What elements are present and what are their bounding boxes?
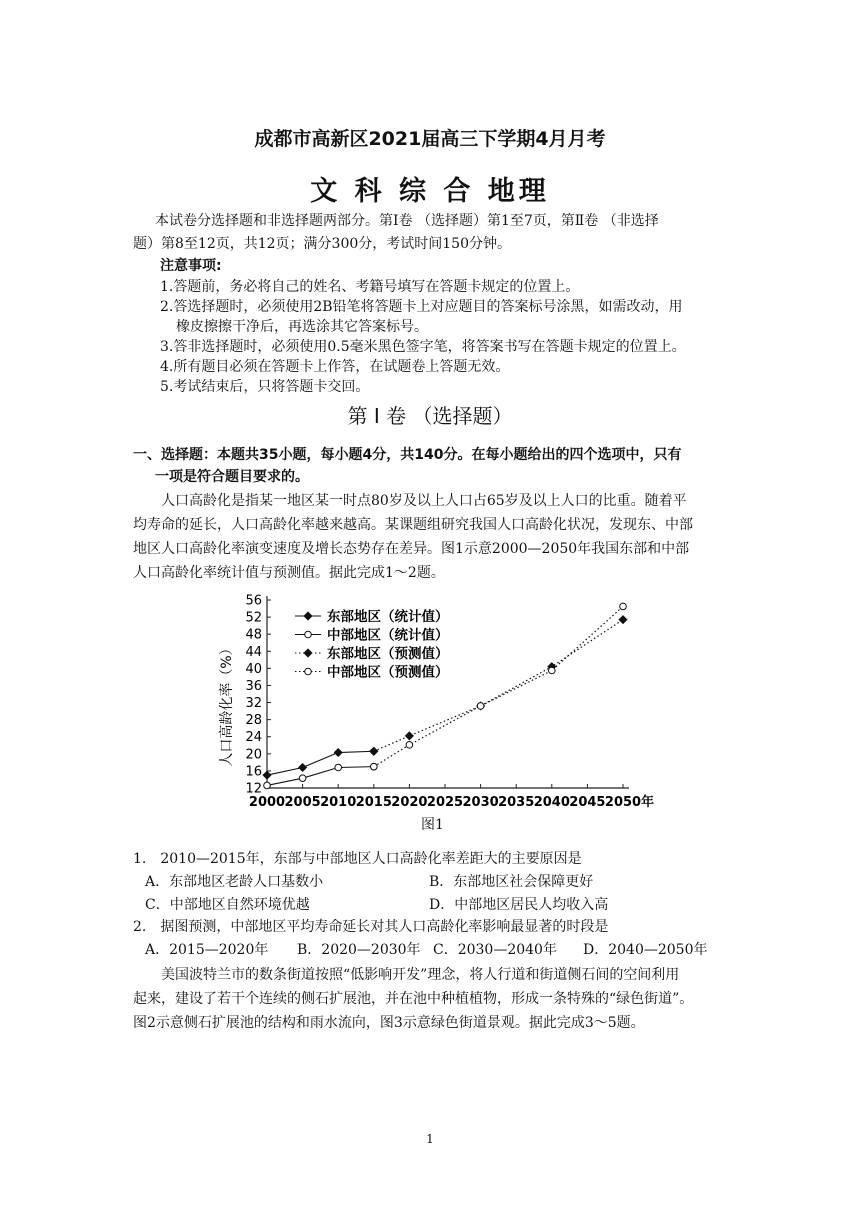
y-tick-label: 28 bbox=[245, 713, 262, 729]
data-point bbox=[477, 703, 484, 710]
section-instruction-2: 一项是符合题目要求的。 bbox=[155, 469, 309, 485]
x-tick-label: 2020 bbox=[391, 795, 428, 810]
legend-label: 东部地区（统计值） bbox=[327, 609, 449, 625]
data-point bbox=[405, 732, 413, 740]
data-point bbox=[406, 742, 413, 749]
passage1-line: 人口高龄化是指某一地区某一时点80岁及以上人口占65岁及以上人口的比重。随着平 bbox=[161, 493, 687, 509]
q2-option-b: B．2020—2030年 bbox=[297, 942, 421, 958]
x-tick-label: 2045 bbox=[569, 795, 606, 810]
x-unit-label: 年 bbox=[641, 795, 655, 810]
series-line bbox=[267, 767, 374, 786]
section-instruction-1: 一、选择题：本题共35小题，每小题4分，共140分。在每小题给出的四个选项中，只有 bbox=[133, 447, 682, 463]
passage2-line: 图2示意侧石扩展池的结构和雨水流向，图3示意绿色街道景观。据此完成3～5题。 bbox=[133, 1015, 645, 1031]
q2-stem: 2. 据图预测，中部地区平均寿命延长对其人口高龄化率影响最显著的时段是 bbox=[133, 919, 609, 935]
note-item: 1.答题前，务必将自己的姓名、考籍号填写在答题卡规定的位置上。 bbox=[160, 279, 580, 295]
passage1-line: 人口高龄化率统计值与预测值。据此完成1～2题。 bbox=[133, 565, 445, 581]
x-tick-label: 2040 bbox=[533, 795, 570, 810]
q2-option-c: C．2030—2040年 bbox=[433, 942, 557, 958]
data-point bbox=[619, 616, 627, 624]
q2-option-d: D．2040—2050年 bbox=[583, 942, 708, 958]
q1-option-a: A．东部地区老龄人口基数小 bbox=[145, 874, 324, 890]
legend-label: 中部地区（统计值） bbox=[327, 627, 449, 644]
y-tick-label: 20 bbox=[245, 747, 262, 763]
data-point bbox=[371, 763, 378, 770]
y-tick-label: 24 bbox=[245, 730, 262, 746]
y-tick-label: 32 bbox=[245, 696, 262, 712]
data-point bbox=[304, 649, 312, 657]
y-tick-label: 48 bbox=[245, 627, 262, 643]
figure-caption: 图1 bbox=[421, 817, 444, 833]
q1-option-b: B．东部地区社会保障更好 bbox=[429, 874, 594, 890]
y-axis-label: 人口高龄化率（%） bbox=[219, 641, 235, 767]
y-tick-label: 12 bbox=[245, 781, 262, 797]
data-point bbox=[370, 747, 378, 755]
x-tick-label: 2030 bbox=[462, 795, 499, 810]
aging-rate-chart bbox=[215, 588, 655, 814]
passage2-line: 起来，建设了若干个连续的侧石扩展池，并在池中种植植物，形成一条特殊的“绿色街道”。 bbox=[133, 991, 694, 1007]
y-tick-label: 40 bbox=[245, 661, 262, 677]
passage1-line: 地区人口高龄化率演变速度及增长态势存在差异。图1示意2000—2050年我国东部和中部 bbox=[133, 541, 690, 557]
note-item: 2.答选择题时，必须使用2B铅笔将答题卡上对应题目的答案标号涂黑，如需改动，用 bbox=[160, 299, 683, 315]
page-number: 1 bbox=[426, 1132, 434, 1146]
data-point bbox=[620, 603, 627, 610]
data-point bbox=[305, 668, 312, 675]
y-tick-label: 36 bbox=[245, 678, 262, 694]
x-tick-label: 2035 bbox=[498, 795, 535, 810]
data-point bbox=[264, 782, 271, 789]
data-point bbox=[304, 612, 312, 620]
series-line bbox=[267, 751, 374, 775]
note-item: 5.考试结束后，只将答题卡交回。 bbox=[160, 379, 370, 395]
volume-title: 第 Ⅰ 卷 （选择题） bbox=[347, 404, 513, 428]
data-point bbox=[334, 749, 342, 757]
data-point bbox=[335, 764, 342, 771]
note-item: 3.答非选择题时，必须使用0.5毫米黑色签字笔，将答案书写在答题卡规定的位置上。 bbox=[160, 339, 686, 355]
y-tick-label: 52 bbox=[245, 610, 262, 626]
passage2-line: 美国波特兰市的数条街道按照“低影响开发”理念，将人行道和街道侧石间的空间利用 bbox=[161, 967, 680, 983]
x-tick-label: 2005 bbox=[284, 795, 321, 810]
y-tick-label: 44 bbox=[245, 644, 262, 660]
x-tick-label: 2050 bbox=[604, 795, 642, 810]
y-tick-label: 16 bbox=[245, 764, 262, 780]
x-tick-label: 2000 bbox=[248, 795, 286, 810]
passage1-line: 均寿命的延长，人口高龄化率越来越高。某课题组研究我国人口高龄化状况，发现东、中部 bbox=[133, 517, 693, 533]
data-point bbox=[263, 771, 271, 779]
legend-label: 中部地区（预测值） bbox=[327, 664, 449, 681]
note-item: 4.所有题目必须在答题卡上作答，在试题卷上答题无效。 bbox=[160, 359, 510, 375]
exam-header-title: 成都市高新区2021届高三下学期4月月考 bbox=[254, 128, 606, 150]
notes-heading: 注意事项: bbox=[160, 258, 222, 274]
exam-subject-title: 文 科 综 合 地理 bbox=[310, 176, 550, 207]
x-tick-label: 2025 bbox=[426, 795, 464, 810]
x-tick-label: 2010 bbox=[320, 795, 357, 810]
note-item: 橡皮擦擦干净后，再选涂其它答案标号。 bbox=[176, 319, 428, 335]
q1-stem: 1. 2010—2015年，东部与中部地区人口高龄化率差距大的主要原因是 bbox=[133, 851, 582, 867]
legend-label: 东部地区（预测值） bbox=[327, 646, 449, 662]
y-tick-label: 56 bbox=[245, 593, 262, 609]
q1-option-c: C．中部地区自然环境优越 bbox=[145, 897, 310, 913]
intro-line-2: 题）第8至12页，共12页；满分300分，考试时间150分钟。 bbox=[133, 236, 511, 252]
x-tick-label: 2015 bbox=[355, 795, 392, 810]
data-point bbox=[549, 667, 556, 674]
intro-line-1: 本试卷分选择题和非选择题两部分。第Ⅰ卷 （选择题）第1至7页，第Ⅱ卷 （非选择 bbox=[155, 213, 659, 229]
data-point bbox=[299, 775, 306, 782]
q1-option-d: D．中部地区居民人均收入高 bbox=[429, 897, 609, 913]
data-point bbox=[299, 763, 307, 771]
data-point bbox=[305, 631, 312, 638]
q2-option-a: A．2015—2020年 bbox=[145, 942, 269, 958]
